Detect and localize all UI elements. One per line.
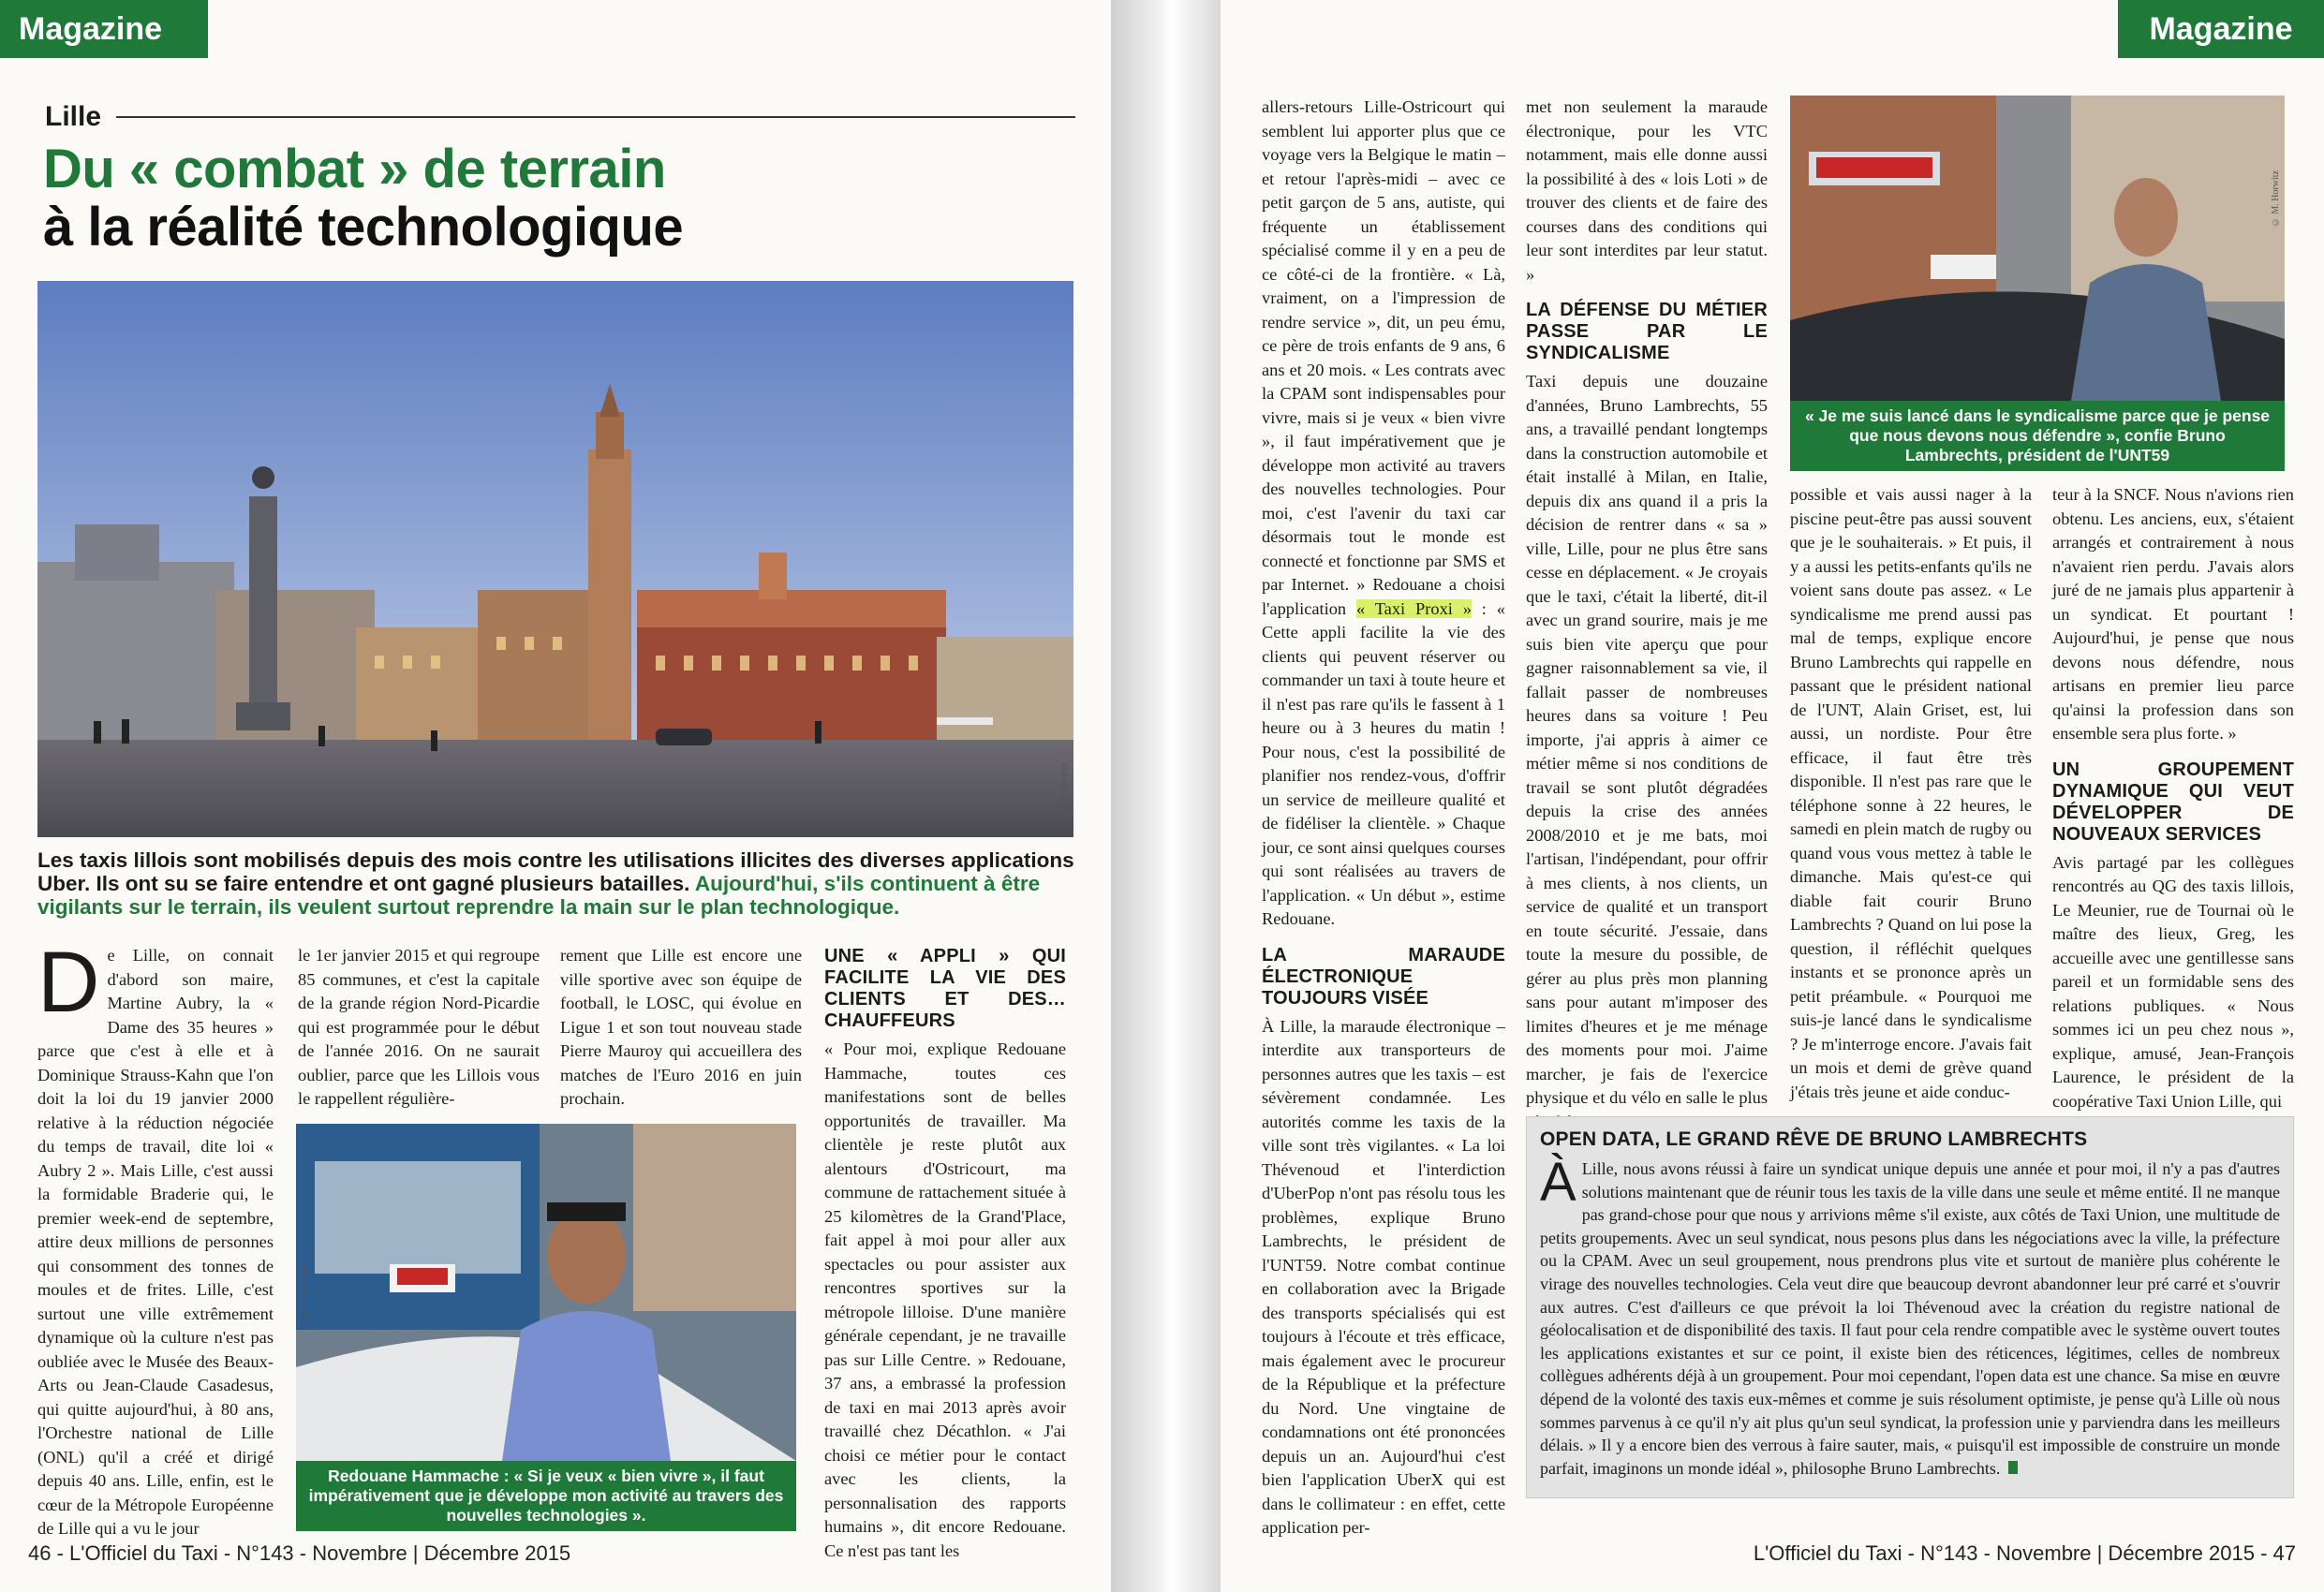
col4-text: « Pour moi, explique Redouane Hammache, toutes ces manifestations sont de belles opportunités de travailler. Ma clientèle je reste plutôt aux alentours d'Ostricourt, ma commune de rattachement située à 25 kilomètres de la Grand'Place, fait appel à moi pour aller aux spectacles ou pour assister aux rencontres sportives sur la métropole lilloise. D'une manière générale cependant, je ne travaille pas sur Lille Centre. » Redouane, 37 ans, a embrassé la profession de taxi en mai 2013 après avoir travaillé chez Décathlon. « J'ai choisi ce métier pour le contact avec les clients, la personnalisation des rapports humains », dit encore Redouane. Ce n'est pas tant les: [824, 1039, 1066, 1560]
box-text: Lille, nous avons réussi à faire un syndicat unique depuis une année et pour moi, il n'y a pas d'autres solutions maintenant que de réunir tous les taxis de la ville dans une seule et même entité. Il ne manque pas grand-chose pour que nous y arrivions même s'il existe, aux côtés de Taxi Union, une multitude de petits groupements. Avec un seul syndicat, nous pesons plus dans les négociations avec la ville, la préfecture ou la CPAM. Avec un seul groupement, nous prendrons plus vite et surtout de manière plus cohérente le virage des nouvelles technologies. Cela veut dire que beaucoup devront abandonner leur pré carré et s'ouvrir aux autres. C'est d'ailleurs ce que prévoit la loi Thévenoud avec la création du registre national de géolocalisation et de disponibilité des taxis. Il faut pour cela rendre compatible avec le système ouvert toutes les applications existantes et sur ce point, il existe bien des réticences, légitimes, celles de nombreux collègues adhérents déjà à un groupement. Pour moi cependant, l'open data est une chance. Sa mise en œuvre dépend de la volonté des taxis eux-mêmes et comme je suis résolument optimiste, je pense qu'à Lille où nous sommes parvenus à ce qu'il n'y ait plus qu'un seul syndicat, la profession unie y parviendra dans les meilleurs délais. » Il y a encore bien des verrous à faire sauter, mais, « puisqu'il est impossible de construire un monde parfait, imaginons un monde idéal », philosophe Bruno Lambrechts.: [1540, 1159, 2280, 1478]
left-column-3: [560, 944, 802, 1112]
main-photo-grand-place: [37, 281, 1073, 837]
left-column-1: [37, 935, 274, 1541]
left-page: [0, 0, 1111, 1592]
open-data-box: [1526, 1116, 2294, 1498]
kicker-row: [45, 101, 1075, 133]
lead-paragraph: [37, 848, 1077, 919]
kicker-rule: [116, 116, 1075, 118]
box-title: OPEN DATA, LE GRAND RÊVE DE BRUNO LAMBRECHTS: [1540, 1128, 2088, 1150]
r-col4-subheading: UN GROUPEMENT DYNAMIQUE QUI VEUT DÉVELOPPER DE NOUVEAUX SERVICES: [2052, 759, 2294, 845]
col2-text: le 1er janvier 2015 et qui regroupe 85 communes, et c'est la capitale de la grande région Nord-Picardie qui est programmée pour le début de l'année 2016. On ne saurait oublier, parce que les Lillois vous le rappellent régulière-: [298, 946, 540, 1108]
right-column-2: [1526, 96, 1768, 1134]
bruno-photo: [1790, 96, 2285, 401]
headline: [43, 140, 683, 257]
col4-subheading: UNE « APPLI » QUI FACILITE LA VIE DES CLIENTS ET DES… CHAUFFEURS: [824, 946, 1066, 1031]
dropcap: D: [37, 935, 100, 1030]
left-column-2: [298, 944, 540, 1112]
box-body: [1540, 1152, 2280, 1480]
section-tag: Magazine: [0, 0, 208, 58]
r-col2-a: met non seulement la maraude électronique, pour les VTC notamment, mais elle donne aussi la possibilité à des « lois Loti » de trouver des clients et de faire des courses dans des conditions qui leur sont interdites par leur statut. »: [1526, 97, 1768, 284]
r-col4-b: Avis partagé par les collègues rencontrés au QG des taxis lillois, Le Meunier, rue de Tournai où le maître des lieux, Greg, les accueille avec une gentillesse sans pareil et un formidable sens des relations publiques. « Nous sommes ici un peu chez nous », explique, amusé, Jean-François Laurence, le président de la coopérative Taxi Union Lille, qui: [2052, 852, 2294, 1111]
r-col4-a: teur à la SNCF. Nous n'avions rien obtenu. Les anciens, eux, s'étaient arrangés et contrairement à nous n'avaient rien perdu. J'avais alors juré de ne jamais plus appartenir à un syndicat. Et pourtant ! Aujourd'hui, je pense que nous devons nous défendre, nous artisans en premier lieu parce qu'ainsi la profession dans son ensemble sera plus forte. »: [2052, 485, 2294, 743]
r-col1-subheading: LA MARAUDE ÉLECTRONIQUE TOUJOURS VISÉE: [1262, 944, 1505, 1009]
grand-place-illustration: [37, 281, 1073, 837]
right-column-1: [1262, 96, 1505, 1540]
right-column-4: [2052, 483, 2294, 1113]
r-col1-c: À Lille, la maraude électronique – interdite aux transporteurs de personnes autres que les taxis – est sévèrement condamnée. Les autorités comme les taxis de la ville sont très vigilantes. « La loi Thévenoud et l'interdiction d'UberPop n'ont pas résolu tous les problèmes, explique Bruno Lambrechts, le président de l'UNT59. Notre combat continue en collaboration avec la Brigade des transports spécialisés qui est toujours à l'écoute et très efficace, mais également avec le procureur de la République et la préfecture du Nord. Une vingtaine de condamnations ont été prononcées depuis un an. Aujourd'hui c'est bien l'application UberX qui est dans le collimateur : en effet, cette application per-: [1262, 1016, 1505, 1537]
redouane-illustration: [296, 1124, 796, 1461]
left-column-4: [824, 946, 1066, 1563]
photo-credit: © M. Horwitz: [1059, 761, 1070, 818]
r-col2-subheading: LA DÉFENSE DU MÉTIER PASSE PAR LE SYNDICALISME: [1526, 300, 1768, 363]
photo2-credit: © M. Horwitz: [300, 1263, 310, 1320]
redouane-photo: [296, 1124, 796, 1461]
redouane-caption: Redouane Hammache : « Si je veux « bien vivre », il faut impérativement que je développe mon activité au travers des nouvelles technologies ».: [296, 1461, 796, 1531]
col1-text: e Lille, on connait d'abord son maire, Martine Aubry, la « Dame des 35 heures » parce que c'est à elle et à Dominique Strauss-Kahn que l'on doit la loi du 19 janvier 2000 relative à la réduction négociée du temps de travail, dite loi « Aubry 2 ». Mais Lille, c'est aussi la formidable Braderie qui, le premier week-end de septembre, attire deux millions de personnes qui consomment des tonnes de moules et de frites. Lille, c'est surtout une ville extrêmement dynamique où la culture n'est pas oubliée avec le Musée des Beaux-Arts ou Jean-Claude Casadesus, qui quitte aujourd'hui, à 80 ans, l'Orchestre national de Lille (ONL) qu'il a créé et dirigé depuis 40 ans. Lille, enfin, est le cœur de la Métropole Européenne de Lille qui a vu le jour: [37, 946, 274, 1538]
spine-gutter: [1111, 0, 1221, 1592]
r-col3-text: possible et vais aussi nager à la piscine peut-être pas aussi souvent que je le souhaiterais. » Et puis, il y a aussi les petits-enfants qu'ils ne voient sans doute pas assez. « Le syndicalisme me prend aussi pas mal de temps, explique encore Bruno Lambrechts qui rappelle en passant que le président national de l'UNT, Alain Griset, est, lui aussi, un nordiste. Pour être efficace, il faut être très disponible. Il n'est pas rare que le téléphone sonne à 22 heures, le samedi en plein match de rugby ou quand vous vous mettez à table le dimanche. Mais qu'est-ce qui diable fait courir Bruno Lambrechts ? Quand on lui pose la question, il réfléchit quelques instants et se prononce après un petit préambule. « Pourquoi me suis-je lancé dans le syndicalisme ? Je m'interroge encore. J'avais fait un mois et demi de grève quand j'étais très jeune et aide conduc-: [1790, 485, 2032, 1101]
taxi-proxi-highlight: « Taxi Proxi »: [1356, 598, 1472, 618]
r-col2-b: Taxi depuis une douzaine d'années, Bruno Lambrechts, 55 ans, a travaillé pendant longtemps dans la construction automobile et était installé à Milan, en Italie, depuis dix ans quand il a pris la décision de rentrer dans « sa » ville, Lille, pour ne plus être sans cesse en déplacement. « Je croyais que le taxi, c'était la liberté, dit-il avec un grand sourire, mais je me suis bien vite aperçu que pour gagner raisonnablement sa vie, il fallait passer de nombreuses heures dans sa voiture ! Peu importe, j'ai appris à aimer ce métier même si nos conditions de travail se sont plutôt dégradées depuis la crise des années 2008/2010 et je me bats, moi l'artisan, l'indépendant, pour offrir à mes clients, à nos clients, un service de qualité et un transport en toute sécurité. J'essaie, dans toute la mesure du possible, de gérer au plus près mon planning sans pour autant m'imposer des limites d'heures et je me ménage des moments pour moi. J'aime marcher, je fais de l'exercice physique et du vélo en salle le plus: [1526, 372, 1768, 1107]
col3-text: rement que Lille est encore une ville sportive avec son équipe de football, le LOSC, qui évolue en Ligue 1 et son tout nouveau stade Pierre Mauroy qui accueillera des matches de l'Euro 2016 en juin prochain.: [560, 946, 802, 1108]
lead-green: Aujourd'hui, s'ils continuent à être vigilants sur le terrain, ils veulent surtout reprendre la main sur le plan technologique.: [37, 872, 1041, 919]
photo3-credit: © M. Horwitz: [2271, 170, 2281, 228]
right-footer: L'Officiel du Taxi - N°143 - Novembre | Décembre 2015 - 47: [1753, 1541, 2296, 1565]
r-col1-b: : « Cette appli facilite la vie des clients qui peuvent réserver ou commander un taxi à toute heure et il n'est pas rare qu'ils le fassent à 1 heure ou à 3 heures du matin ! Pour nous, c'est la possibilité de planifier nos rendez-vous, d'offrir un service de meilleure qualité et de fidéliser la clientèle. » Chaque jour, ce sont ainsi quelques courses qui sont réalisées au travers de l'application. « Un début », estime Redouane.: [1262, 598, 1505, 928]
r-col1-a: allers-retours Lille-Ostricourt qui semblent lui apporter plus que ce voyage vers la Belgique le matin – et retour l'après-midi – avec ce petit garçon de 5 ans, autiste, qui fréquente un établissement spécialisé comme il y en a peu de ce côté-ci de la frontière. « Là, vraiment, on a l'impression de rendre service », dit, un peu ému, ce père de trois enfants de 9 ans, 6 ans et 20 mois. « Les contrats avec la CPAM sont indispensables pour vivre, mais si je veux « bien vivre », il faut impérativement que je développe mon activité au travers des nouvelles technologies. Pour moi, c'est l'avenir du taxi car désormais tout le monde est connecté et fonctionne par SMS et par Internet. » Redouane a choisi l'application: [1262, 97, 1505, 618]
kicker: Lille: [45, 101, 102, 132]
lead-black: Les taxis lillois sont mobilisés depuis des mois contre les utilisations illicites des diverses applications Uber. Ils ont su se faire entendre et ont gagné plusieurs batailles.: [37, 848, 1074, 895]
end-mark-icon: [2008, 1461, 2018, 1474]
left-footer: 46 - L'Officiel du Taxi - N°143 - Novembre | Décembre 2015: [28, 1541, 571, 1565]
box-dropcap: À: [1540, 1152, 1576, 1213]
bruno-caption: « Je me suis lancé dans le syndicalisme parce que je pense que nous devons nous défendre », confie Bruno Lambrechts, président de l'UNT59: [1790, 401, 2285, 471]
bruno-illustration: [1790, 96, 2285, 401]
right-page: [1221, 0, 2324, 1592]
headline-line1: Du « combat » de terrain: [43, 139, 666, 199]
right-column-3: [1790, 483, 2032, 1104]
headline-line2: à la réalité technologique: [43, 197, 684, 258]
section-tag-right: Magazine: [2118, 0, 2324, 58]
